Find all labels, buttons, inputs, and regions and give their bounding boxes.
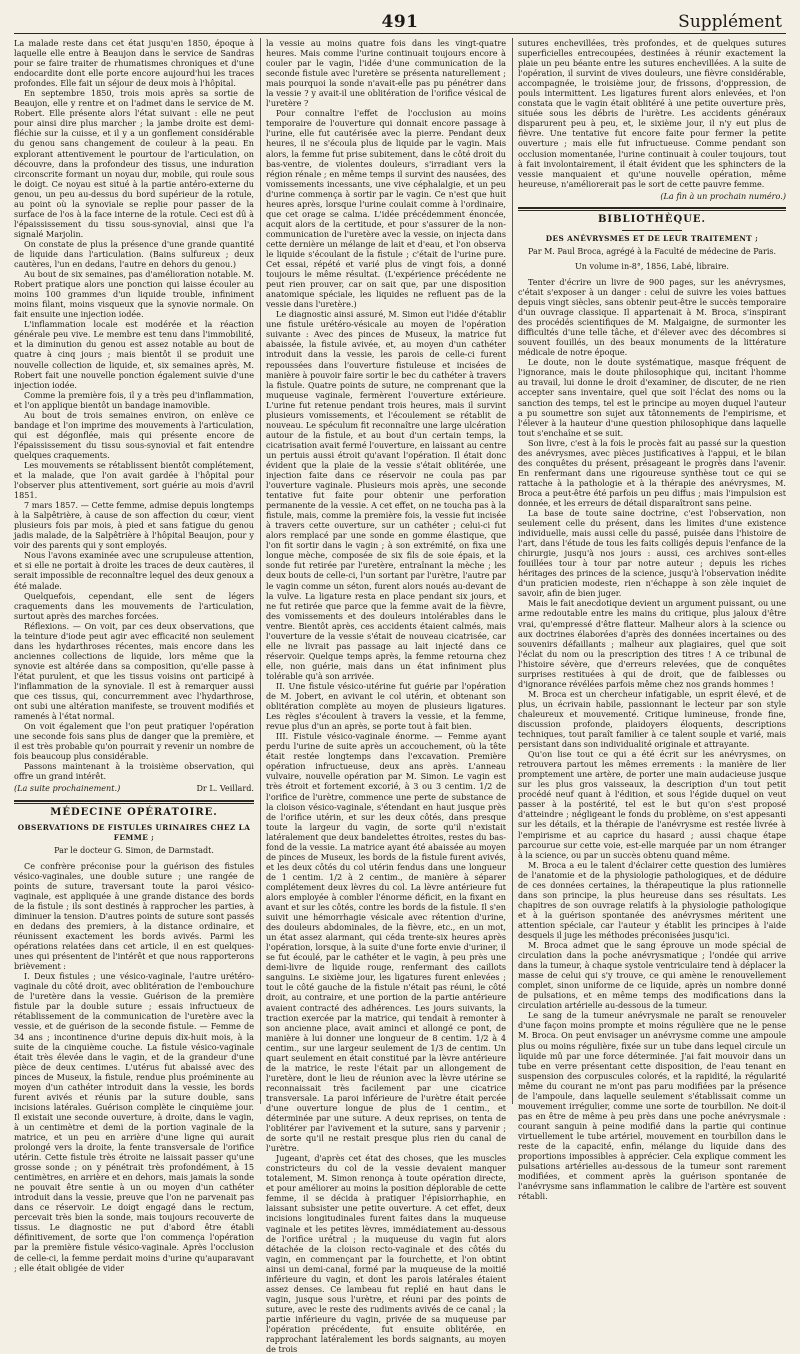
- paragraph: la vessie au moins quatre fois dans les vingt-quatre heures. Mais comme l'urine continuait toujours encore à couler par le vagin, l'idée d'une communication de la seconde fistule avec l'uretère se présenta naturellement ; mais pourquoi la sonde n'avait-elle pas pu pénétrer dans la vessie ? y avait-il une oblitération de l'orifice vésical de l'uretère ?: [266, 38, 506, 109]
- paragraph: Quelquefois, cependant, elle sent de légers craquements dans les mouvements de l'articulation, surtout après des marches forcées.: [14, 590, 254, 621]
- column-2: [266, 38, 506, 1354]
- paragraph: La base de toute saine doctrine, c'est l'observation, non seulement celle du présent, dans les limites d'une existence individuelle, mais aussi celle du passé, puisée dans l'histoire de l'art, dans l'étude de tous les faits colligés depuis l'enfance de la chirurgie, jusqu'à nos jours : aussi, ces archives sont-elles fouillées tour à tour par notre auteur ; depuis les riches héritages des princes de la science, jusqu'à l'observation inédite d'un praticien modeste, rien n'échappe à son zèle inquiet de savoir, afin de bien juger.: [518, 508, 786, 599]
- title-rule: [622, 230, 682, 231]
- paragraph: Tenter d'écrire un livre de 900 pages, sur les anévrysmes, c'était s'exposer à un danger : celui de suivre les voies battues depuis vingt siècles, sans obtenir peut-être le succès temporaire d'un ouvrage classique. Il appartenait à M. Broca, s'inspirant des procédés scientifiques de M. Malgaigne, de surmonter les difficultés d'une telle tâche, et d'élever avec des décombres si souvent fouillés, un des beaux monuments de la littérature médicale de notre époque.: [518, 276, 786, 358]
- article-title: DES ANÉVRYSMES ET DE LEUR TRAITEMENT ;: [545, 233, 759, 243]
- paragraph: III. Fistule vésico-vaginale énorme. — Femme ayant perdu l'urine de suite après un accouchement, où la tête était restée longtemps dans l'excavation. Première opération infructueuse, deux ans après. L'anneau vulvaire, nouvelle opération par M. Simon. Le vagin est très étroit et fortement excorié, à 3 ou 3 centim. 1/2 de l'orifice de l'urètre, commence une perte de substance de la cloison vésico-vaginale, s'étendant en haut jusque près de l'orifice utérin, et sur les deux côtés, dans presque toute la largeur du vagin, de sorte qu'il n'existait latéralement que deux bandelettes étroites, restes du bas-fond de la vessie. La matrice ayant été abaissée au moyen de pinces de Museux, les bords de la fistule furent avivés, et les deux côtés du col utérin fendus dans une longueur de 1 centim. 1/2 à 2 centim., de manière à séparer complétement deux lèvres du col. La lèvre antérieure fut alors employée à combler l'énorme déficit, en la fixant en avant et sur les côtés, contre les bords de la fistule. Il s'en suivit une hémorrhagie vésicale avec rétention d'urine, des douleurs abdominales, de la fièvre, etc., en un mot, un état assez alarmant, qui céda trente-six heures après l'opération, lorsque, à la suite d'une forte envie d'uriner, il se fut écoulé, par le cathéter et le vagin, à peu près une demi-livre de liquide rouge, renfermant des caillots sanguins. Le sixième jour, les ligatures furent enlevées ; tout le côté gauche de la fistule n'était pas réuni, le côté droit, au contraire, et une portion de la partie antérieure avaient contracté des adhérences. Les jours suivants, la traction exercée par la matrice, qui tendait à remonter à son ancienne place, avait aminci et allongé ce pont, de manière à lui donner une longueur de 8 centim. 1/2 à 4 centim., sur une largeur seulement de 1/3 de centim. Un quart seulement en était constitué par la lèvre antérieure de la matrice, le reste l'était par un allongement de l'uretère, dont le lieu de réunion avec la lèvre utérine se reconnaissait très facilement par une cicatrice transversale. La paroi inférieure de l'urètre était percée d'une ouverture longue de plus de 1 centim., et déterminée par une suture. A deux reprises, on tenta de l'oblitérer par l'avivement et la suture, sans y parvenir ; de sorte qu'il ne restait presque plus rien du canal de l'urètre.: [266, 731, 506, 1154]
- header-rule: [14, 33, 786, 34]
- column-3: [518, 38, 786, 1202]
- paragraph: En septembre 1850, trois mois après sa sortie de Beaujon, elle y rentre et on l'admet dans le service de M. Robert. Elle présente alors l'état suivant : elle ne peut pour ainsi dire plus marcher ; la jambe droite est demi-fléchie sur la cuisse, et il y a un gonflement considérable du genou sans changement de couleur à la peau. En explorant attentivement le pourtour de l'articulation, on découvre, dans la profondeur des tissus, une induration circonscrite formant un noyau dur, mobile, qui roule sous le doigt. Ce noyau est situé à la partie antéro-externe du genou, un peu au-dessus du bord supérieur de la rotule, au point où la synoviale se replie pour passer de la surface de l'os à la face interne de la rotule. Ceci est dû à l'épaississement du tissu sous-synovial, ainsi que l'a signalé Marjolin.: [14, 88, 254, 239]
- paragraph: M. Broca est un chercheur infatigable, un esprit élevé, et de plus, un écrivain habile, passionnant le lecteur par son style chaleureux et mouvementé. Critique lumineuse, fronde fine, discussion profonde, plaidoyers éloquents, descriptions techniques, tout paraît familier à ce talent souple et varié, mais persistant dans son individualité originale et attrayante.: [518, 688, 786, 750]
- paragraph: Le diagnostic ainsi assuré, M. Simon eut l'idée d'établir une fistule urétéro-vésicale au moyen de l'opération suivante : Avec des pinces de Museux, la matrice fut abaissée, la fistule avivée, et, au moyen d'un cathéter introduit dans la vessie, les parois de celle-ci furent repoussées dans l'ouverture fistuleuse et incisées de manière à pouvoir faire sortir le bec du cathéter à travers la fistule. Quatre points de suture, ne comprenant que la muqueuse vaginale, fermèrent l'ouverture extérieure. L'urine fut retenue pendant trois heures, mais il survint plusieurs vomissements, et l'écoulement se rétablit de nouveau. Le spéculum fit reconnaître une large ulcération autour de la fistule, et au bout d'un certain temps, la cicatrisation avait fermé l'ouverture, en laissant au centre un pertuis aussi étroit qu'avant l'opération. Il était donc évident que la plaie de la vessie s'était oblitérée, une injection faite dans ce réservoir ne coula pas par l'ouverture vaginale. Plusieurs mois après, une seconde tentative fut faite pour obtenir une perforation permanente de la vessie. A cet effet, on ne toucha pas à la fistule, mais, comme la première fois, la vessie fut incisée à travers cette ouverture, sur un cathéter ; celui-ci fut alors remplacé par une sonde en gomme élastique, que l'on fit sortir dans le vagin ; à son extrémité, on fixa une longue mèche, composée de six fils de soie épais, et la sonde fut retirée par l'uretère, entraînant la mèche ; les deux bouts de celle-ci, l'un sortant par l'urètre, l'autre par le vagin comme un séton, furent alors noués au-devant de la vulve. La ligature resta en place pendant six jours, et ne fut retirée que parce que la femme avait de la fièvre, des vomissements et des douleurs intolérables dans le ventre. Bientôt après, ces accidents étaient calmés, mais l'ouverture de la vessie s'était de nouveau cicatrisée, car elle ne livrait pas passage au lait injecté dans ce réservoir. Quelque temps après, la femme retourna chez elle, non guérie, mais dans un état infiniment plus tolérable qu'à son arrivée.: [266, 309, 506, 681]
- paragraph: M. Broca a eu le talent d'éclairer cette question des lumières de l'anatomie et de la physiologie pathologiques, et de déduire de ces données certaines, la thérapeutique la plus rationnelle dans son principe, la plus heureuse dans ses résultats. Les chapitres de son ouvrage relatifs à la physiologie pathologique et à la guérison spontanée des anévrysmes méritent une attention spéciale, car l'auteur y établit les principes à l'aide desquels il juge les méthodes préconisées jusqu'ici.: [518, 859, 786, 940]
- article-byline: Par M. Paul Broca, agrégé à la Faculté de médecine de Paris.: [527, 246, 777, 256]
- column-1: [14, 38, 254, 1273]
- article-byline: Par le docteur G. Simon, de Darmstadt.: [54, 845, 214, 855]
- paragraph: Son livre, c'est à la fois le procès fait au passé sur la question des anévrysmes, avec pièces justificatives à l'appui, et le bilan des conquêtes du présent, présageant le progrès dans l'avenir. En renfermant dans une rigoureuse synthèse tout ce qui se rattache à la pathologie et à la thérapie des anévrysmes, M. Broca a peut-être été parfois un peu diffus ; mais l'impulsion est donnée, et les erreurs de détail disparaîtront sans peine.: [518, 437, 786, 508]
- section-title: MÉDECINE OPÉRATOIRE.: [50, 806, 218, 818]
- paragraph: Comme la première fois, il y a très peu d'inflammation, et l'on applique bientôt un bandage inamovible.: [14, 389, 254, 410]
- paragraph: 7 mars 1857. — Cette femme, admise depuis longtemps à la Salpêtrière, à cause de son affection du cœur, vient plusieurs fois par mois, à pied et sans fatigue du genou jadis malade, de la Salpêtrière à l'hôpital Beaujon, pour y voir des parents qui y sont employés.: [14, 500, 254, 551]
- paragraph: Nous l'avons examinée avec une scrupuleuse attention, et si elle ne portait à droite les traces de deux cautères, il serait impossible de reconnaître lequel des deux genoux a été malade.: [14, 550, 254, 591]
- author-signature: Dr L. Veillard.: [196, 783, 254, 794]
- paragraph: La malade reste dans cet état jusqu'en 1850, époque à laquelle elle entre à Beaujon dans le service de Sandras pour se faire traiter de rhumatismes chroniques et d'une endocardite dont elle porte encore aujourd'hui les traces profondes. Elle fait un séjour de deux mois à l'hôpital.: [14, 38, 254, 89]
- paragraph: sutures enchevillées, très profondes, et de quelques sutures superficielles entrecoupées, destinées à réunir exactement la plaie un peu béante entre les sutures enchevillées. A la suite de l'opération, il survint de vives douleurs, une fièvre considérable, accompagnée, le troisième jour, de frissons, d'oppression, de pouls intermittent. Les ligatures furent alors enlevées, et l'on constata que le vagin était oblitéré à une petite ouverture près, située sous les débris de l'urètre. Les accidents généraux disparurent peu à peu, et, le sixième jour, il n'y eut plus de fièvre. Une tentative fut encore faite pour fermer la petite ouverture ; mais elle fut infructueuse. Comme pendant son occlusion momentanée, l'urine continuait à couler toujours, tout à fait involontairement, il était évident que les sphincters de la vessie manquaient et qu'une nouvelle opération, même heureuse, n'améliorerait pas le sort de cette pauvre femme.: [518, 38, 786, 189]
- continuation-note: (La fin à un prochain numéro.): [660, 190, 786, 201]
- paragraph: Ce confrère préconise pour la guérison des fistules vésico-vaginales, une double suture ; une rangée de points de suture, traversant toute la paroi vésico-vaginale, est appliquée à une grande distance des bords de la fistule ; ils sont destinés à rapprocher les parties, à diminuer la tension. D'autres points de suture sont passés en dedans des premiers, à la distance ordinaire, et réunissent exactement les bords avivés. Parmi les opérations relatées dans cet article, il en est quelques-unes qui présentent de l'intérêt et que nous rapporterons brièvement :: [14, 860, 254, 972]
- paragraph: Le sang de la tumeur anévrysmale ne paraît se renouveler d'une façon moins prompte et moins régulière que ne le pense M. Broca. On peut envisager un anévrysme comme une ampoule plus ou moins régulière, fixée sur un tube dans lequel circule un liquide mû par une force déterminée. J'ai fait mouvoir dans un tube en verre présentant cette disposition, de l'eau tenant en suspension des corpuscules colorés, et la rapidité, la régularité même du courant ne m'ont pas paru modifiées par la présence de l'ampoule, dans laquelle seulement s'établissait comme un mouvement irrégulier, comme une sorte de tourbillon. Ne doit-il pas en être de même à peu près dans une poche anévrysmale : courant sanguin à peine modifié dans la partie qui continue virtuellement le tube artériel, mouvement en tourbillon dans le reste de la capacité, enfin, mélange du liquide dans des proportions impossibles à apprécier. Cela explique comment les pulsations artérielles au-dessous de la tumeur sont rarement modifiées, et comment après la guérison spontanée de l'anévrysme sans inflammation le calibre de l'artère est souvent rétabli.: [518, 1010, 786, 1202]
- section-rule: [518, 210, 786, 211]
- paragraph: Le doute, non le doute systématique, masque fréquent de l'ignorance, mais le doute philosophique qui, incitant l'homme au travail, lui donne le droit d'examiner, de discuter, de ne rien accepter sans inventaire, quel que soit l'éclat des noms ou la sanction des temps, tel est le principe au moyen duquel l'auteur a pu soumettre son sujet aux tâtonnements de l'empirisme, et l'élever à la hauteur d'une question philosophique dans laquelle tout s'enchaîne et se suit.: [518, 357, 786, 438]
- paragraph: Pour connaître l'effet de l'occlusion au moins temporaire de l'ouverture qui donnait encore passage à l'urine, elle fut cautérisée avec la pierre. Pendant deux heures, il ne s'écoula plus de liquide par le vagin. Mais alors, la femme fut prise subitement, dans le côté droit du bas-ventre, de violentes douleurs, s'irradiant vers la région rénale ; en même temps il survint des nausées, des vomissements incessants, une vive céphalalgie, et un peu d'urine commença à sortir par le vagin. Ce n'est que huit heures après, lorsque l'urine coulait comme à l'ordinaire, que cet orage se calma. L'idée précédemment énoncée, acquit alors de la certitude, et pour s'assurer de la non-communication de l'uretère avec la vessie, on injecta dans cette dernière un mélange de lait et d'eau, et l'on observa le liquide s'écoulant de la fistule ; c'était de l'urine pure. Cet essai, répété et varié plus de vingt fois, a donné toujours le même résultat. (L'expérience précédente ne peut rien prouver, car on sait que, par une disposition anatomique spéciale, les liquides ne refluent pas de la vessie dans l'uretère.): [266, 108, 506, 310]
- paragraph: M. Broca admet que le sang éprouve un mode spécial de circulation dans la poche anévrysmatique ; l'ondée qui arrive dans la tumeur, à chaque systole ventriculaire tend à déplacer la masse de celui qui s'y trouve, ce qui amène le renouvellement complet, sinon uniforme de ce liquide, après un nombre donné de pulsations, et en même temps des modifications dans la circulation artérielle au-dessous de la tumeur.: [518, 940, 786, 1011]
- paragraph: I. Deux fistules ; une vésico-vaginale, l'autre urétéro-vaginale du côté droit, avec oblitération de l'embouchure de l'uretère dans la vessie. Guérison de la première fistule par la double suture ; essais infructueux de rétablissement de la communication de l'uretère avec la vessie, et de guérison de la seconde fistule. — Femme de 34 ans ; incontinence d'urine depuis dix-huit mois, à la suite de la cinquième couche. La fistule vésico-vaginale était très élevée dans le vagin, et de la grandeur d'une pièce de deux centimes. L'utérus fut abaissé avec des pinces de Museux, la fistule, rendue plus proéminente au moyen d'un cathéter introduit dans la vessie, les bords furent avivés et réunis par la suture double, sans incisions latérales. Guérison complète le cinquième jour. Il existait une seconde ouverture, à droite, dans le vagin, à un centimètre et demi de la portion vaginale de la matrice, et un peu en arrière d'une ligne qui aurait prolongé vers la droite, la fente transversale de l'orifice utérin. Cette fistule très étroite ne laissait passer qu'une grosse sonde ; on y pénétrait très profondément, à 15 centimètres, en arrière et en dehors, mais jamais la sonde ne pouvait être sentie à un ou moyen d'un cathéter introduit dans la vessie, preuve que l'on ne parvenait pas dans ce réservoir. Le doigt engagé dans le rectum, percevait très bien la sonde, mais toujours recouverte de tissus. Le diagnostic ne put d'abord être établi définitivement, de sorte que l'on commença l'opération par la première fistule vésico-vaginale. Après l'occlusion de celle-ci, la femme perdait moins d'urine qu'auparavant ; elle était obligée de vider: [14, 971, 254, 1273]
- paragraph: Mais le fait anecdotique devient un argument puissant, ou une arme redoutable entre les mains du critique, plus jaloux d'être vrai, qu'empressé d'être flatteur. Malheur alors à la science ou aux doctrines élaborées d'après des données incertaines ou des souvenirs défaillants ; malheur aux plagiaires, quel que soit l'éclat du nom ou la prescription des titres ! A ce tribunal de l'histoire sévère, que d'erreurs relevées, que de conquêtes surprises restituées à qui de droit, que de faiblesses ou d'ignorance révélées parfois même chez nos grands hommes !: [518, 598, 786, 689]
- article-title: OBSERVATIONS DE FISTULES URINAIRES CHEZ LA FEMME ;: [17, 822, 251, 842]
- section-title: BIBLIOTHÈQUE.: [597, 213, 707, 225]
- paragraph: Qu'on lise tout ce qui a été écrit sur les anévrysmes, on retrouvera partout les mêmes errements : la manière de lier promptement une artère, de porter une main audacieuse jusque sur les plus gros vaisseaux, la description d'un tout petit procédé neuf quant à l'édition, et sous l'égide duquel on veut passer à la postérité, tel est le but qu'on s'est proposé d'atteindre ; négligeant le fonds du problème, on s'est appesanti sur les détails, et la thérapie de l'anévrysme est restée livrée à l'empirisme et au caprice du hasard ; aussi chaque étape parcourue sur cette voie, est-elle marquée par un nom étranger à la science, ou par un succès obtenu quand même.: [518, 749, 786, 860]
- paragraph: Au bout de trois semaines environ, on enlève ce bandage et l'on imprime des mouvements à l'articulation, qui est dégonflée, mais qui présente encore de l'épaississement du tissu sous-synovial et fait entendre quelques craquements.: [14, 409, 254, 460]
- columns: [14, 38, 786, 1354]
- signature-line: [14, 783, 254, 793]
- paragraph: On voit également que l'on peut pratiquer l'opération une seconde fois sans plus de danger que la première, et il est très probable qu'on pourrait y revenir un nombre de fois beaucoup plus considérable.: [14, 721, 254, 762]
- paragraph: Jugeant, d'après cet état des choses, que les muscles constricteurs du col de la vessie devaient manquer totalement, M. Simon renonça à toute opération directe, et pour améliorer au moins la position déplorable de cette femme, il se décida à pratiquer l'épisiorrhaphie, en laissant subsister une petite ouverture. A cet effet, deux incisions longitudinales furent faites dans la muqueuse vaginale et les petites lèvres, immédiatement au-dessous de l'orifice urétral ; la muqueuse du vagin fut alors détachée de la cloison recto-vaginale et des côtés du vagin, en commençant par la fourchette, et l'on obtint ainsi un demi-canal, formé par la muqueuse de la moitié inférieure du vagin, et dont les parois latérales étaient assez denses. Ce lambeau fut replié en haut dans le vagin, jusque sous l'urètre, et réuni par des points de suture, avec le reste des rudiments avivés de ce canal ; la partie inférieure du vagin, privée de sa muqueuse par l'opération précédente, fut ensuite oblitérée, en rapprochant latéralement les bords saignants, au moyen de trois: [266, 1153, 506, 1354]
- paragraph: Au bout de six semaines, pas d'amélioration notable. M. Robert pratique alors une ponction qui laisse écouler au moins 100 grammes d'un liquide trouble, infiniment moins filant, moins visqueux que la synovie normale. On fait ensuite une injection iodée.: [14, 269, 254, 320]
- publication-info: Un volume in-8°, 1856, Labé, libraire.: [575, 261, 729, 271]
- section-rule: [14, 803, 254, 804]
- paragraph: Passons maintenant à la troisième observation, qui offre un grand intérêt.: [14, 761, 254, 782]
- section-label: Supplément: [678, 12, 782, 32]
- continuation-note: (La suite prochainement.): [14, 783, 121, 794]
- paragraph: II. Une fistule vésico-utérine fut guérie par l'opération de M. Jobert, en avivant le col utérin, et obtenant son oblitération complète au moyen de plusieurs ligatures. Les règles s'écoulent à travers la vessie, et la femme, revue plus d'un an après, se porte tout à fait bien.: [266, 681, 506, 732]
- paragraph: Réflexions. — On voit, par ces deux observations, que la teinture d'iode peut agir avec efficacité non seulement dans les hydarthroses récentes, mais encore dans les anciennes collections de liquide, lors même que la synovie est altérée dans sa composition, qu'elle passe à l'état purulent, et que les tissus voisins ont participé à l'inflammation de la synoviale. Il est à remarquer aussi que ces tissus, qui, concurremment avec l'hydarthrose, ont subi une altération manifeste, se trouvent modifiés et ramenés à l'état normal.: [14, 620, 254, 722]
- paragraph: Les mouvements se rétablissent bientôt complétement, et la malade, que l'on avait gardée à l'hôpital pour l'observer plus attentivement, sort guérie au mois d'avril 1851.: [14, 459, 254, 501]
- paragraph: L'inflammation locale est modérée et la réaction générale peu vive. Le membre est tenu dans l'immobilité, et la diminution du genou est assez notable au bout de quatre à cinq jours ; mais bientôt il se produit une nouvelle collection de liquide, et, six semaines après, M. Robert fait une nouvelle ponction également suivie d'une injection iodée.: [14, 319, 254, 390]
- page-number: 491: [381, 12, 419, 32]
- section-rule: [518, 207, 786, 209]
- paragraph: On constate de plus la présence d'une grande quantité de liquide dans l'articulation. (Bains sulfureux ; deux cautères, l'un en dedans, l'autre en dehors du genou.): [14, 238, 254, 270]
- section-rule: [14, 800, 254, 802]
- column-separator: [260, 38, 261, 1104]
- column-separator: [512, 38, 513, 1104]
